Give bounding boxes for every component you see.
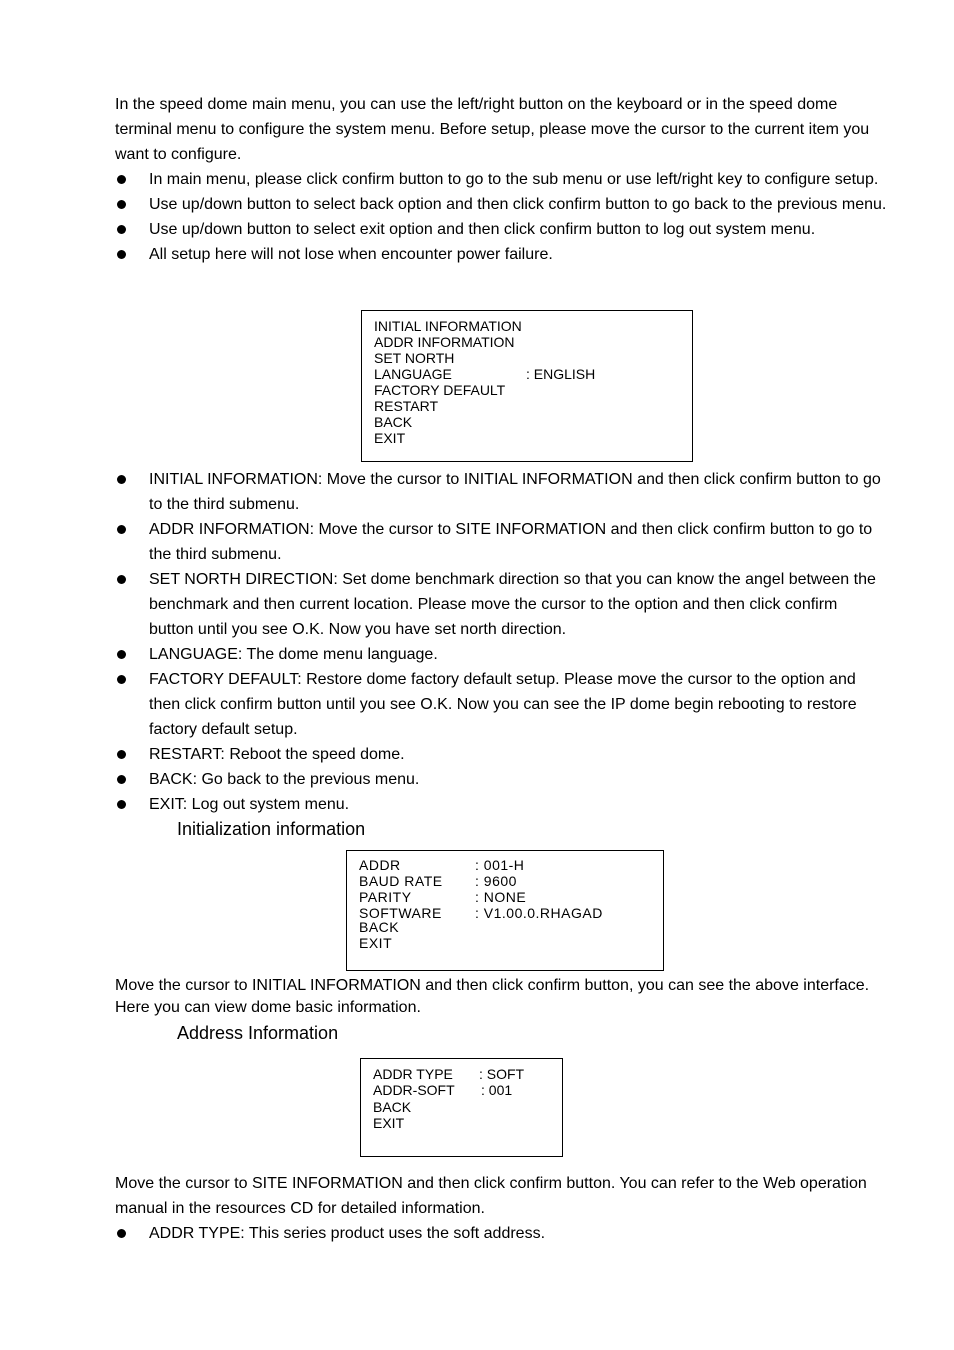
bullet-dot-icon — [117, 475, 126, 484]
addr-info-heading: Address Information — [177, 1023, 339, 1043]
addr-row: EXIT — [373, 1115, 405, 1131]
addr-row: BACK — [373, 1099, 412, 1115]
init-row: SOFTWARE : V1.00.0.RHAGAD — [359, 905, 603, 921]
addr-info-caption: Move the cursor to SITE INFORMATION and then click confirm button. You can refer to the Web operation manual in the resources CD for detailed information. — [115, 1175, 867, 1217]
bullet-dot-icon — [117, 525, 126, 534]
addr-info-box — [360, 1058, 563, 1157]
bullet-dot-icon — [117, 225, 126, 234]
init-info-heading: Initialization information — [177, 819, 366, 839]
init-row: PARITY : NONE — [359, 889, 527, 905]
bullet-dot-icon — [117, 675, 126, 684]
intro-paragraph — [115, 92, 930, 167]
main-menu-box — [361, 310, 693, 462]
bullet-dot-icon — [117, 575, 126, 584]
intro-line: In the speed dome main menu, you can use the left/right button on the keyboard or in the speed dome — [115, 96, 838, 113]
menu-row: BACK — [374, 414, 413, 430]
menu-row: EXIT — [374, 430, 406, 446]
addr-row: ADDR TYPE : SOFT — [373, 1066, 525, 1082]
init-info-caption: Move the cursor to INITIAL INFORMATION and then click confirm button, you can see the above interface. Here you can view dome basic information. — [115, 977, 870, 1016]
addr-row: ADDR-SOFT : 001 — [373, 1082, 513, 1098]
init-row: BACK — [359, 919, 400, 935]
bullet-dot-icon — [117, 175, 126, 184]
menu-row: INITIAL INFORMATION — [374, 318, 522, 334]
menu-row: SET NORTH — [374, 350, 455, 366]
bullet-dot-icon — [117, 650, 126, 659]
bullet-dot-icon — [117, 1229, 126, 1238]
bullet-dot-icon — [117, 800, 126, 809]
menu-row: LANGUAGE : ENGLISH — [374, 366, 596, 382]
init-row: EXIT — [359, 935, 393, 951]
bullet-dot-icon — [117, 200, 126, 209]
menu-row: FACTORY DEFAULT — [374, 382, 506, 398]
bullet-dot-icon — [117, 775, 126, 784]
menu-row: ADDR INFORMATION — [374, 334, 515, 350]
intro-line: want to configure. — [115, 146, 242, 163]
intro-line: terminal menu to configure the system menu. Before setup, please move the cursor to the current item you — [115, 121, 870, 138]
init-row: ADDR : 001-H — [359, 857, 525, 873]
menu-row: RESTART — [374, 398, 439, 414]
init-row: BAUD RATE : 9600 — [359, 873, 517, 889]
bullet-dot-icon — [117, 250, 126, 259]
init-info-box — [346, 850, 664, 971]
bullet-dot-icon — [117, 750, 126, 759]
